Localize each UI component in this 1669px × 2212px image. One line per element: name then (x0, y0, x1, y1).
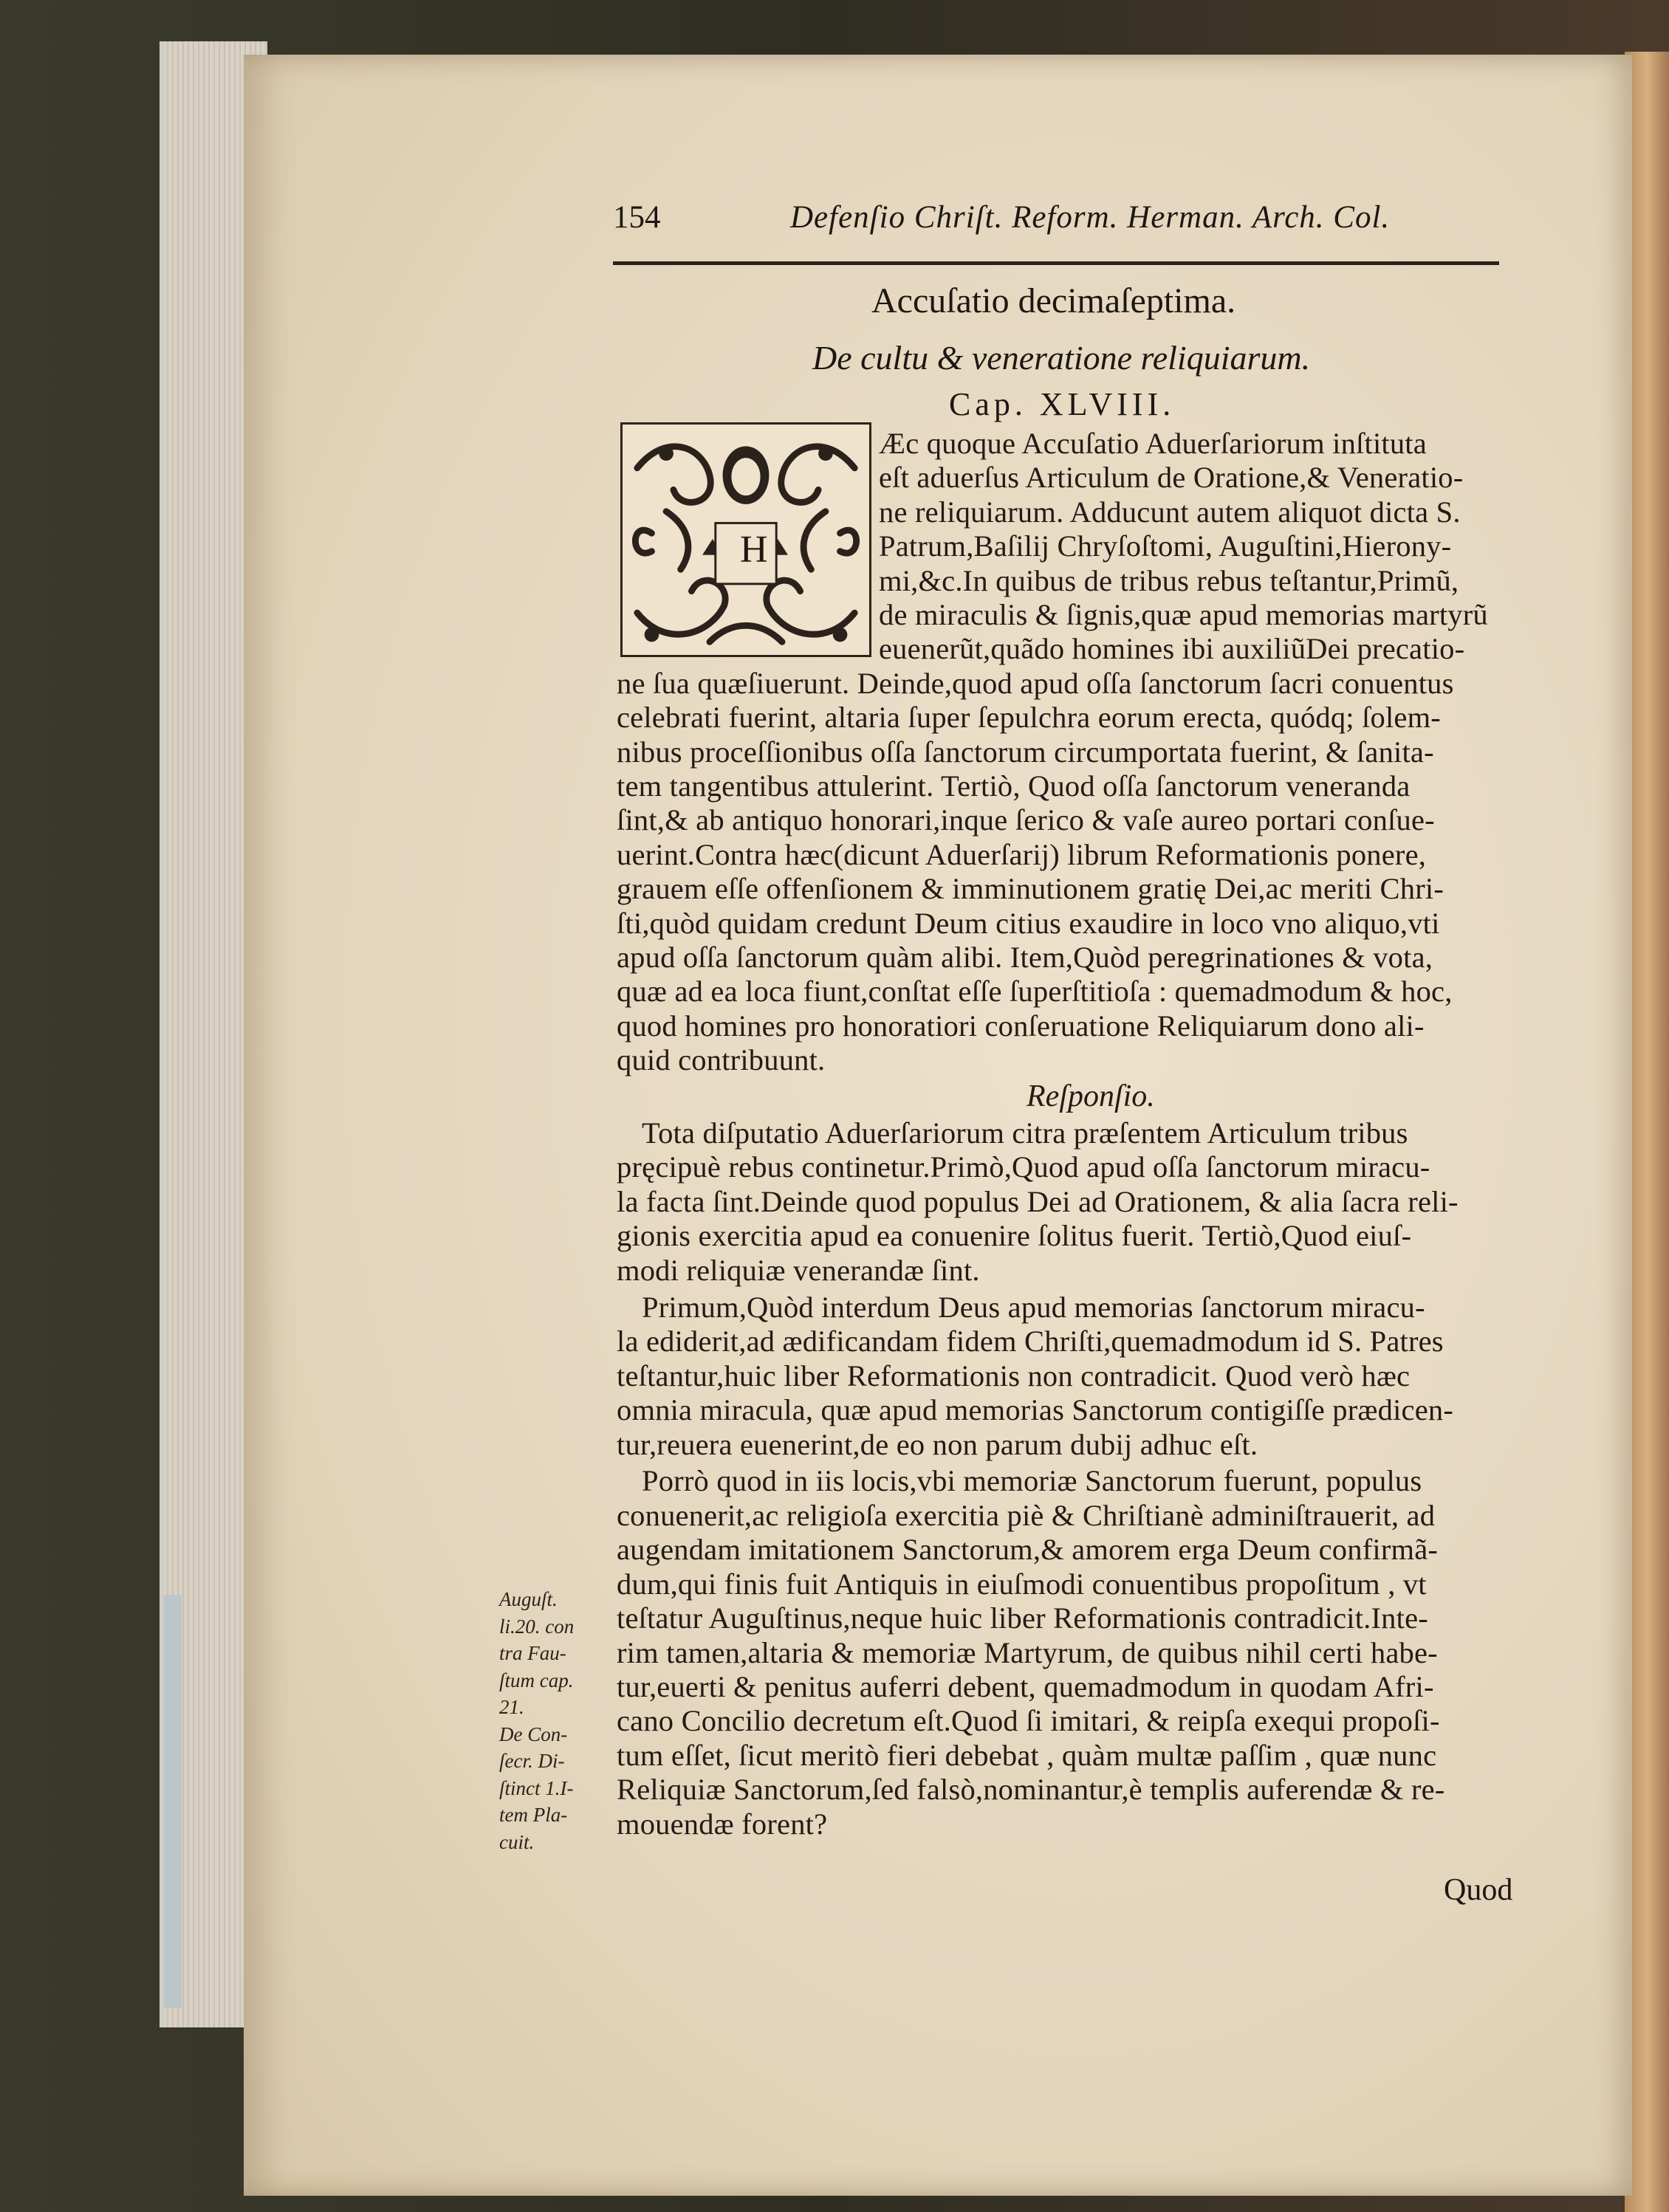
header-rule (613, 261, 1499, 265)
text-line: Primum,Quòd interdum Deus apud memorias ſanctorum miracu- (642, 1291, 1425, 1324)
text-line: omnia miracula, quæ apud memorias Sanctorum contigiſſe prædicen- (617, 1393, 1454, 1426)
marginal-note (499, 1586, 617, 1855)
running-title: Defenſio Chriſt. Reform. Herman. Arch. Col. (790, 200, 1391, 235)
text-line: mouendæ forent? (617, 1807, 828, 1841)
text-line: eſt aduerſus Articulum de Oratione,& Veneratio- (879, 461, 1464, 494)
text-line: nibus proceſſionibus oſſa ſanctorum circumportata fuerint, & ſanita- (617, 735, 1434, 769)
text-line: apud oſſa ſanctorum quàm alibi. Item,Quòd peregrinationes & vota, (617, 941, 1433, 974)
text-line: Reliquiæ Sanctorum,ſed falsò,nominantur,è templis auferendæ & re- (617, 1773, 1445, 1806)
text-line: de miraculis & ſignis,quæ apud memorias martyrũ (879, 598, 1488, 631)
text-line: Patrum,Baſilij Chryſoſtomi, Auguſtini,Hierony- (879, 529, 1452, 563)
body-text (617, 427, 1518, 1841)
text-line: quod homines pro honoratiori conſeruatione Reliquiarum dono ali- (617, 1009, 1425, 1043)
text-line: uerint.Contra hæc(dicunt Aduerſarij) librum Reformationis ponere, (617, 838, 1427, 871)
text-line: pręcipuè rebus continetur.Primò,Quod apud oſſa ſanctorum miracu- (617, 1150, 1430, 1184)
running-header (613, 199, 1507, 244)
section-title: Accuſatio decimaſeptima. (871, 281, 1236, 320)
chapter-number: Cap. XLVIII. (949, 386, 1176, 422)
text-line: gionis exercitia apud ea conuenire ſolitus fuerit. Tertiò,Quod eiuſ- (617, 1219, 1412, 1252)
text-line: euenerũt,quãdo homines ibi auxiliũDei precatio- (879, 632, 1465, 665)
text-line: tum eſſet, ſicut meritò fieri debebat , quàm multæ paſſim , quæ nunc (617, 1739, 1437, 1772)
text-line: Æc quoque Accuſatio Aduerſariorum inſtituta (879, 427, 1427, 460)
text-line: grauem eſſe offenſionem & imminutionem gratię Dei,ac meriti Chri- (617, 872, 1444, 905)
text-line: la facta ſint.Deinde quod populus Dei ad Orationem, & alia ſacra reli- (617, 1185, 1459, 1218)
margin-line: Auguſt. (499, 1588, 558, 1610)
responsio-heading: Reſponſio. (1027, 1079, 1155, 1113)
text-line: tur,reuera euenerint,de eo non parum dubij adhuc eſt. (617, 1428, 1258, 1461)
margin-line: tem Pla- (499, 1804, 568, 1826)
section-subtitle: De cultu & veneratione reliquiarum. (812, 339, 1311, 377)
text-line: quid contribuunt. (617, 1043, 826, 1076)
text-line: augendam imitationem Sanctorum,& amorem erga Deum confirmã- (617, 1533, 1439, 1566)
text-line: ſint,& ab antiquo honorari,inque ſerico & vaſe aureo portari conſue- (617, 803, 1435, 837)
text-line: modi reliquiæ venerandæ ſint. (617, 1254, 980, 1287)
text-line: cano Concilio decretum eſt.Quod ſi imitari, & reipſa exequi propoſi- (617, 1704, 1440, 1737)
margin-line: li.20. con (499, 1615, 575, 1638)
text-line: teſtantur,huic liber Reformationis non contradicit. Quod verò hæc (617, 1359, 1411, 1392)
initial-letter: H (740, 529, 768, 571)
text-line: mi,&c.In quibus de tribus rebus teſtantur,Primũ, (879, 564, 1459, 597)
text-line: rim tamen,altaria & memoriæ Martyrum, de quibus nihil certi habe- (617, 1636, 1438, 1669)
text-line: tur,euerti & penitus auferri debent, quemadmodum in quodam Afri- (617, 1670, 1434, 1703)
margin-line: tra Fau- (499, 1642, 566, 1664)
text-line: teſtatur Auguſtinus,neque huic liber Reformationis contradicit.Inte- (617, 1601, 1428, 1635)
margin-line: ſtinct 1.I- (499, 1776, 574, 1799)
text-line: ne reliquiarum. Adducunt autem aliquot dicta S. (879, 495, 1461, 529)
text-line: la ediderit,ad ædificandam fidem Chriſti,quemadmodum id S. Patres (617, 1325, 1444, 1358)
text-line: conuenerit,ac religioſa exercitia piè & Chriſtianè adminiſtrauerit, ad (617, 1499, 1436, 1532)
margin-line: ſecr. Di- (499, 1750, 565, 1772)
margin-line: 21. (499, 1696, 524, 1718)
text-line: ne ſua quæſiuerunt. Deinde,quod apud oſſa ſanctorum ſacri conuentus (617, 667, 1454, 700)
margin-line: De Con- (499, 1722, 568, 1745)
catchword: Quod (1444, 1873, 1513, 1907)
text-line: tem tangentibus attulerint. Tertiò, Quod oſſa ſanctorum veneranda (617, 769, 1411, 803)
text-line: dum,qui finis fuit Antiquis in eiuſmodi conuentibus propoſitum , vt (617, 1567, 1427, 1601)
page-stack-tint (164, 1595, 182, 2008)
text-line: Tota diſputatio Aduerſariorum citra præſentem Articulum tribus (642, 1116, 1408, 1150)
margin-line: cuit. (499, 1830, 535, 1853)
margin-line: ſtum cap. (499, 1669, 574, 1691)
page-number: 154 (613, 200, 661, 235)
text-line: celebrati fuerint, altaria ſuper ſepulchra eorum erecta, quódq; ſolem- (617, 701, 1441, 734)
text-line: ſti,quòd quidam credunt Deum citius exaudire in loco vno aliquo,vti (617, 907, 1440, 940)
text-line: Porrò quod in iis locis,vbi memoriæ Sanctorum fuerunt, populus (642, 1464, 1422, 1497)
text-line: quæ ad ea loca fiunt,conſtat eſſe ſuperſtitioſa : quemadmodum & hoc, (617, 975, 1453, 1008)
